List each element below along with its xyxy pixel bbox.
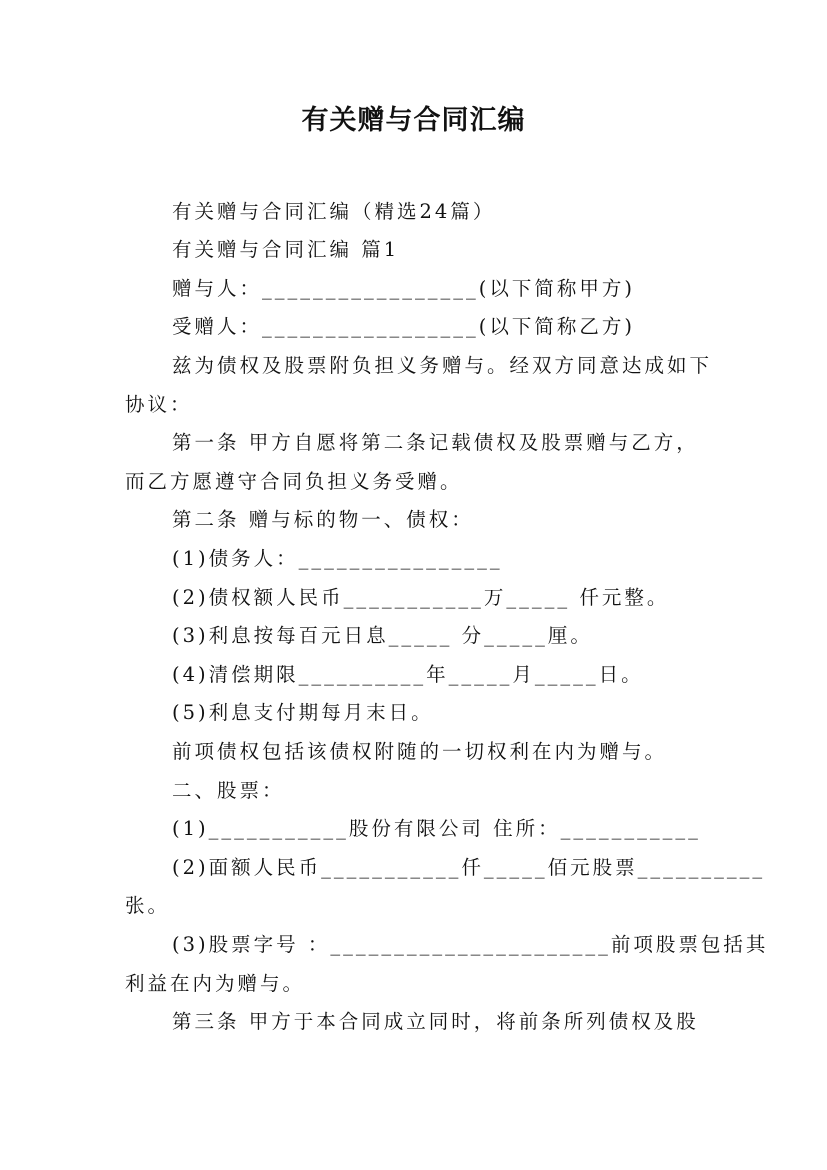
clause-line: (2)债权额人民币___________万_____ 仟元整。 (172, 586, 670, 609)
clause-line: (5)利息支付期每月末日。 (172, 701, 434, 724)
subtitle-line: 有关赠与合同汇编（精选24篇） (172, 200, 496, 223)
article-2-line: 第二条 赠与标的物一、债权： (172, 508, 474, 531)
article-3-line: 第三条 甲方于本合同成立同时，将前条所列债权及股 (172, 1010, 699, 1033)
clause-line: (1)___________股份有限公司 住所：___________ (172, 817, 701, 840)
article-1-line: 而乙方愿遵守合同负担义务受赠。 (125, 470, 463, 493)
section-heading: 有关赠与合同汇编 篇1 (172, 238, 400, 261)
clause-line: 利益在内为赠与。 (125, 972, 306, 995)
article-1-line: 第一条 甲方自愿将第二条记载债权及股票赠与乙方， (172, 431, 699, 454)
paragraph-line: 协议： (125, 393, 193, 416)
recipient-line: 受赠人：_________________(以下简称乙方) (172, 315, 635, 338)
clause-line: 张。 (125, 894, 171, 917)
document-title: 有关赠与合同汇编 (301, 105, 526, 136)
clause-line: (4)清偿期限__________年_____月_____日。 (172, 663, 644, 686)
clause-line: (2)面额人民币___________仟_____佰元股票__________ (172, 856, 766, 879)
paragraph-line: 前项债权包括该债权附随的一切权利在内为赠与。 (172, 740, 668, 763)
donor-line: 赠与人：_________________(以下简称甲方) (172, 277, 635, 300)
section-heading: 二、股票： (172, 779, 285, 802)
paragraph-line: 兹为债权及股票附负担义务赠与。经双方同意达成如下 (172, 354, 713, 377)
clause-line: (1)债务人：________________ (172, 547, 503, 570)
clause-line: (3)股票字号 ：______________________前项股票包括其 (172, 933, 769, 956)
clause-line: (3)利息按每百元日息_____ 分_____厘。 (172, 624, 593, 647)
